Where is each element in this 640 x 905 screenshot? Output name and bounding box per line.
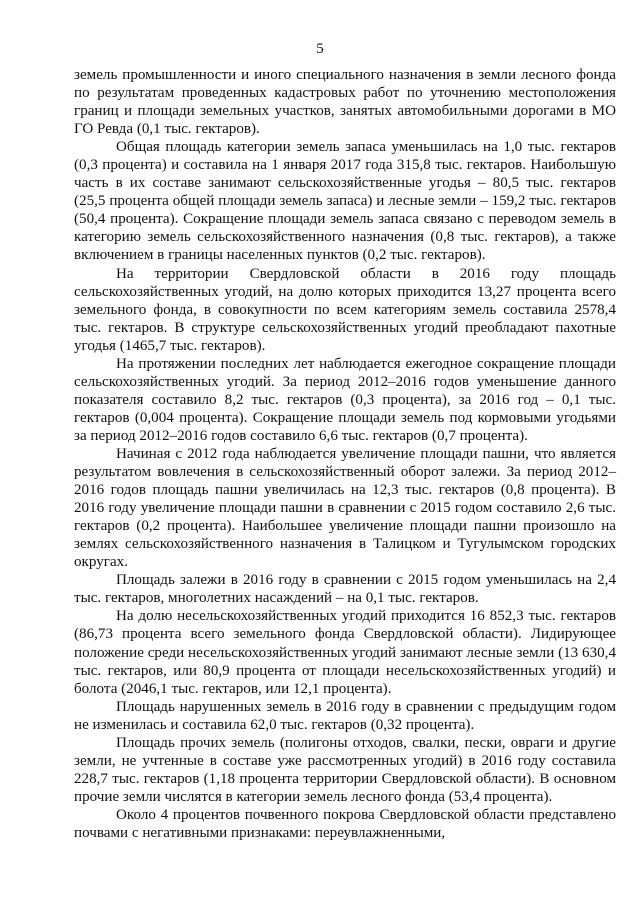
document-body — [74, 66, 616, 842]
paragraph-disturbed-lands: Площадь нарушенных земель в 2016 году в сравнении с предыдущим годом не изменилась и составила 62,0 тыс. гектаров (0,32 процента). — [74, 698, 616, 733]
paragraph-fallow: Площадь залежи в 2016 году в сравнении с 2015 годом уменьшилась на 2,4 тыс. гектаров, многолетних насаждений – на 0,1 тыс. гектаров. — [74, 572, 616, 607]
paragraph-agricultural-lands: На территории Свердловской области в 2016 году площадь сельскохозяйственных угодий, на долю которых приходится 13,27 процента всего земельного фонда, в совокупности по всем категориям земель составила 2578,4 тыс. гектаров. В структуре сельскохозяйственных угодий преобладают пахотные угодья (1465,7 тыс. гектаров). — [74, 265, 616, 354]
paragraph-other-lands: Площадь прочих земель (полигоны отходов, свалки, пески, овраги и другие земли, не учтенные в составе уже рассмотренных угодий) в 2016 году составила 228,7 тыс. гектаров (1,18 процента территории Свердловской области). В основном прочие земли числятся в категории земель лесного фонда (53,4 процента). — [74, 734, 616, 805]
page-number: 5 — [316, 41, 324, 57]
paragraph-arable-increase: Начиная с 2012 года наблюдается увеличение площади пашни, что является результатом вовлечения в сельскохозяйственный оборот залежи. За период 2012–2016 годов площадь пашни увеличилась на 12,3 тыс. гектаров (0,8 процента). В 2016 году увеличение площади пашни в сравнении с 2015 годом составило 2,6 тыс. гектаров (0,2 процента). Наибольшее увеличение площади пашни произошло на землях сельскохозяйственного назначения в Талицком и Тугулымском городских округах. — [74, 445, 616, 571]
paragraph-reserve-lands: Общая площадь категории земель запаса уменьшилась на 1,0 тыс. гектаров (0,3 процента) и составила на 1 января 2017 года 315,8 тыс. гектаров. Наибольшую часть в их составе занимают сельскохозяйственные угодья – 80,5 тыс. гектаров (25,5 процента общей площади земель запаса) и лесные земли – 159,2 тыс. гектаров (50,4 процента). Сокращение площади земель запаса связано с переводом земель в категорию земель сельскохозяйственного назначения (0,8 тыс. гектаров), а также включением в границы населенных пунктов (0,2 тыс. гектаров). — [74, 139, 616, 264]
paragraph-soil-cover: Около 4 процентов почвенного покрова Свердловской области представлено почвами с негативными признаками: переувлажненными, — [74, 806, 616, 841]
paragraph-continuation: земель промышленности и иного специального назначения в земли лесного фонда по результатам проведенных кадастровых работ по уточнению местоположения границ и площади земельных участков, занятых автомобильными дорогами в МО ГО Ревда (0,1 тыс. гектаров). — [74, 67, 616, 138]
paragraph-agricultural-decline: На протяжении последних лет наблюдается ежегодное сокращение площади сельскохозяйственных угодий. За период 2012–2016 годов уменьшение данного показателя составило 8,2 тыс. гектаров (0,3 процента), за 2016 год – 0,1 тыс. гектаров (0,004 процента). Сокращение площади земель под кормовыми угодьями за период 2012–2016 годов составило 6,6 тыс. гектаров (0,7 процента). — [74, 355, 616, 444]
paragraph-non-agricultural: На долю несельскохозяйственных угодий приходится 16 852,3 тыс. гектаров (86,73 процента всего земельного фонда Свердловской области). Лидирующее положение среди несельскохозяйственных угодий занимают лесные земли (13 630,4 тыс. гектаров, или 80,9 процента от площади несельскохозяйственных угодий) и болота (2046,1 тыс. гектаров, или 12,1 процента). — [74, 608, 616, 697]
